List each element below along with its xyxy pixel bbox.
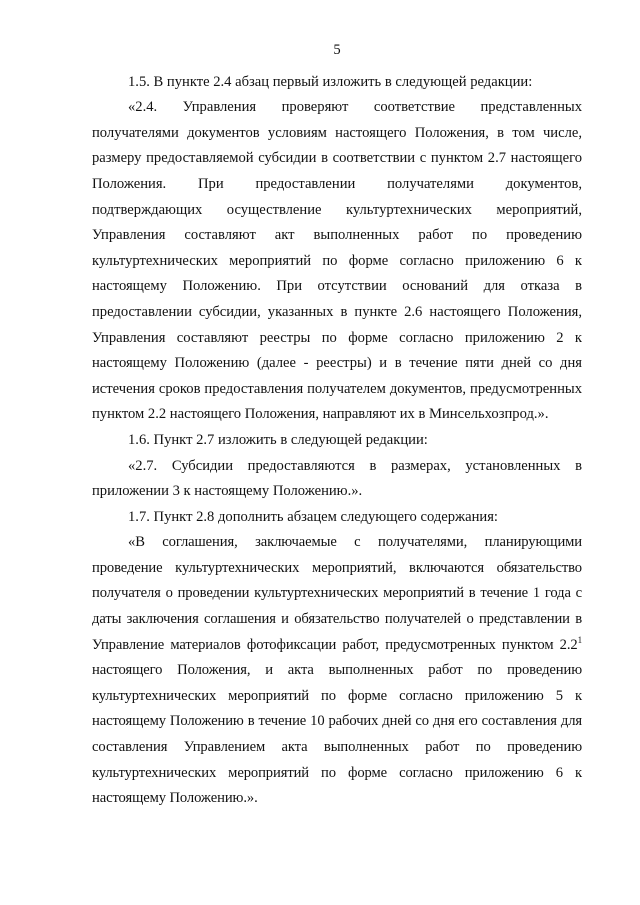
paragraph-1-7: 1.7. Пункт 2.8 дополнить абзацем следующего содержания: xyxy=(128,508,498,525)
paragraph-1-6: 1.6. Пункт 2.7 изложить в следующей редакции: xyxy=(128,431,428,448)
paragraph-2-8-text-before: «В соглашения, заключаемые с получателями, планирующими проведение культуртехнических мероприятий, включаются обязательство получателя о проведении культуртехнических мероприятий в течение 1 года с даты заключения соглашения и обязательство получателей о представлении в Управление материалов фотофиксации работ, предусмотренных пунктом 2.2 xyxy=(92,534,582,653)
page-number: 5 xyxy=(333,42,341,58)
paragraph-2-8-text-after: настоящего Положения, и акта выполненных работ по проведению культуртехнических мероприятий по форме согласно приложению 5 к настоящему Положению в течение 10 рабочих дней со дня его составления для составления Управлением акта выполненных работ по проведению культуртехнических мероприятий по форме согласно приложению 6 к настоящему Положению.». xyxy=(92,662,582,807)
paragraph-2-8-addition xyxy=(92,530,582,812)
footnote-superscript: 1 xyxy=(577,634,582,645)
paragraph-1-5: 1.5. В пункте 2.4 абзац первый изложить в следующей редакции: xyxy=(128,73,533,90)
paragraph-2-7-text: «2.7. Субсидии предоставляются в размерах, установленных в приложении 3 к настоящему Положению.». xyxy=(92,457,582,500)
paragraph-2-4-text: «2.4. Управления проверяют соответствие представленных получателями документов условиям настоящего Положения, в том числе, размеру предоставляемой субсидии в соответствии с пунктом 2.7 настоящего Положения. При предоставлении получателями документов, подтверждающих осуществление культуртехнических мероприятий, Управления составляют акт выполненных работ по проведению культуртехнических мероприятий по форме согласно приложению 6 к настоящему Положению. При отсутствии оснований для отказа в предоставлении субсидии, указанных в пункте 2.6 настоящего Положения, Управления составляют реестры по форме согласно приложению 2 к настоящему Положению (далее - реестры) и в течение пяти дней со дня истечения сроков предоставления получателем документов, предусмотренных пунктом 2.2 настоящего Положения, направляют их в Минсельхозпрод.». xyxy=(92,99,582,423)
